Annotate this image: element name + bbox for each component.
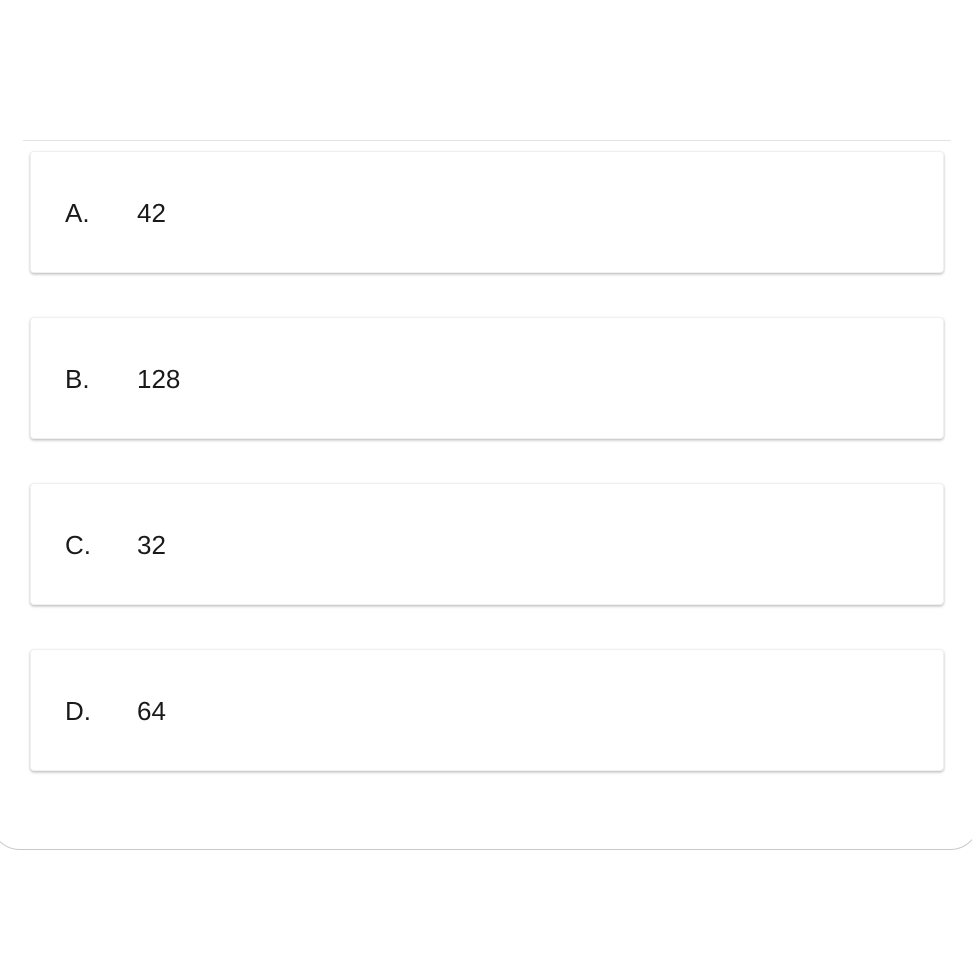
option-letter: B. [65, 364, 90, 394]
option-letter: C. [65, 530, 91, 560]
option-letter: A. [65, 198, 90, 228]
option-letter: D. [65, 696, 91, 726]
option-c[interactable] [30, 483, 944, 605]
option-value: 32 [137, 530, 166, 560]
option-value: 128 [137, 364, 181, 394]
option-d[interactable] [30, 649, 944, 771]
divider [23, 140, 951, 141]
option-value: 64 [137, 696, 166, 726]
option-a[interactable] [30, 151, 944, 273]
option-value: 42 [137, 198, 166, 228]
option-b[interactable] [30, 317, 944, 439]
answer-options [30, 151, 944, 815]
